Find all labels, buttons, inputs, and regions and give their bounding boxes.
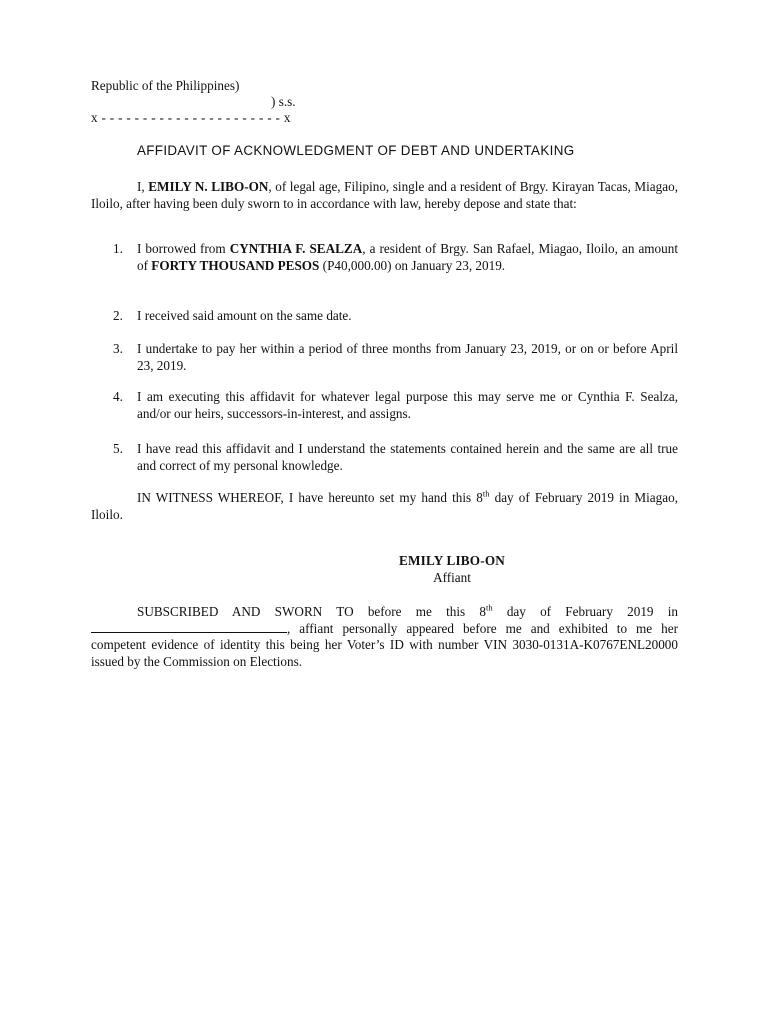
- statement-list: [91, 389, 678, 422]
- signatory-role: Affiant: [433, 569, 471, 585]
- item-text: I undertake to pay her within a period of three months from January 23, 2019, or on or before April 23, 2019.: [137, 341, 678, 373]
- item-text: I am executing this affidavit for whatever legal purpose this may serve me or Cynthia F. Sealza, and/or our heirs, successors-in-interest, and assigns.: [137, 389, 678, 421]
- item-number: 5.: [113, 441, 123, 456]
- ordinal-suffix: th: [482, 488, 490, 499]
- item-text: (P40,000.00) on January 23, 2019.: [319, 257, 506, 273]
- item-number: 3.: [113, 341, 123, 356]
- ordinal-suffix: th: [485, 602, 493, 613]
- list-item: [91, 241, 678, 274]
- venue-ss: ) s.s.: [271, 94, 296, 109]
- jurat-paragraph: [91, 604, 678, 670]
- venue-block: [91, 78, 296, 126]
- item-number: 1.: [113, 241, 123, 256]
- statement-list: [91, 308, 678, 325]
- jurat-pre: SUBSCRIBED AND SWORN TO before me this 8: [137, 604, 486, 619]
- intro-pre: I,: [137, 179, 149, 194]
- creditor-name: CYNTHIA F. SEALZA: [229, 241, 363, 256]
- jurat-post: , affiant personally appeared before me and exhibited to me her competent evidence of identity this being her Voter’s ID with number VIN 3030-0131A-K0767ENL20000 issued by the Commission on Elections.: [91, 620, 678, 669]
- item-number: 4.: [113, 389, 123, 404]
- list-item: [91, 308, 678, 325]
- item-text: I borrowed from: [137, 241, 230, 256]
- venue-republic: Republic of the Philippines): [91, 78, 240, 93]
- witness-paragraph: [91, 490, 678, 523]
- list-item: [91, 389, 678, 422]
- affiant-name: EMILY N. LIBO-ON: [148, 179, 269, 194]
- item-number: 2.: [113, 308, 123, 323]
- signatory-name: EMILY LIBO-ON: [398, 553, 506, 568]
- item-text: I received said amount on the same date.: [137, 308, 352, 323]
- document-title: AFFIDAVIT OF ACKNOWLEDGMENT OF DEBT AND UNDERTAKING: [137, 143, 575, 158]
- place-blank-line: [91, 621, 287, 633]
- statement-list: [91, 241, 678, 274]
- signature-block: [320, 553, 584, 586]
- witness-pre: IN WITNESS WHEREOF, I have hereunto set my hand this 8: [137, 490, 483, 505]
- item-text: I have read this affidavit and I understand the statements contained herein and the same are all true and correct of my personal knowledge.: [137, 441, 678, 473]
- intro-post: , of legal age, Filipino, single and a resident of Brgy. Kirayan Tacas, Miagao, Iloilo, after having been duly sworn to in accordance with law, hereby depose and state that:: [91, 179, 678, 211]
- statement-list: [91, 341, 678, 374]
- venue-separator: x - - - - - - - - - - - - - - - - - - - - - - x: [91, 110, 291, 125]
- list-item: [91, 441, 678, 474]
- statement-list: [91, 441, 678, 474]
- witness-post: day of February 2019 in Miagao, Iloilo.: [91, 490, 678, 522]
- jurat-mid: day of February 2019 in: [492, 604, 679, 619]
- list-item: [91, 341, 678, 374]
- intro-paragraph: [91, 179, 678, 212]
- loan-amount-words: FORTY THOUSAND PESOS: [151, 257, 320, 273]
- item-text: , a resident of Brgy. San Rafael, Miagao, Iloilo, an amount of: [137, 241, 679, 273]
